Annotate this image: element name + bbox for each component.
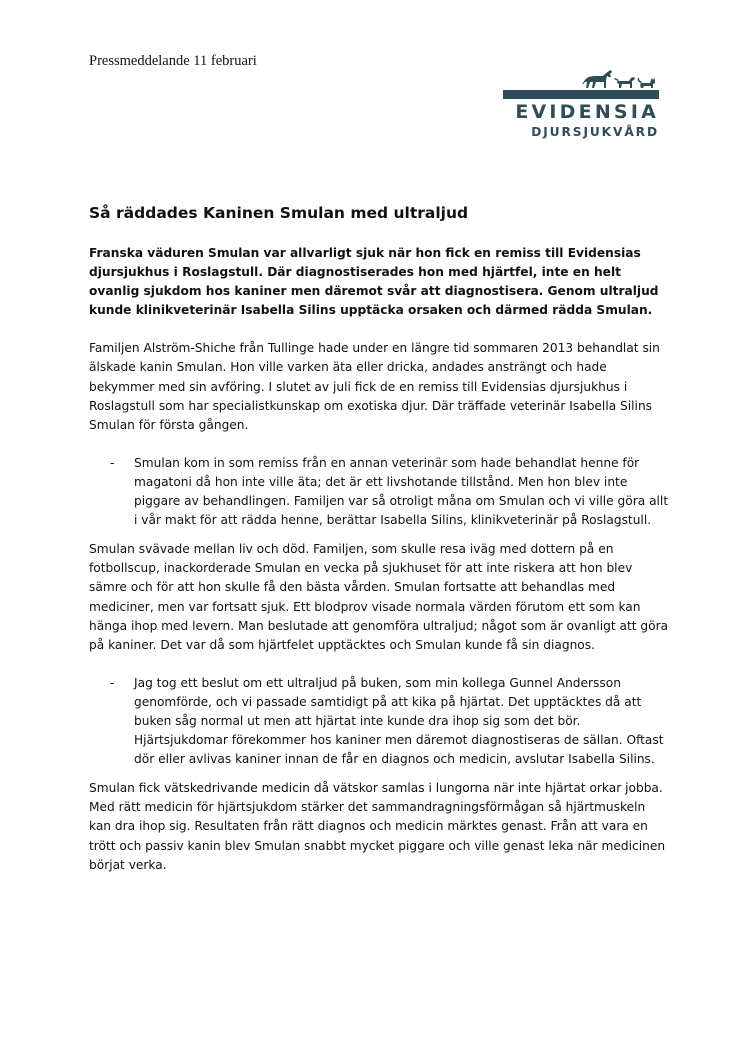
logo-brand-text: EVIDENSIA [515,101,659,123]
article-lead: Franska väduren Smulan var allvarligt sjuk när hon fick en remiss till Evidensias djursjukhus i Roslagstull. Där diagnostiserades hon med hjärtfel, inte en helt ovanlig sjukdom hos kaniner men däremot svår att diagnostisera. Genom ultraljud kunde klinikveterinär Isabella Silins upptäcka orsaken och därmed rädda Smulan. [89,246,659,318]
article-paragraph-1: Familjen Alström-Shiche från Tullinge hade under en längre tid sommaren 2013 behandlat sin älskade kanin Smulan. Hon ville varken äta eller dricka, andades ansträngt och hade bekymmer med sin avföring. I slutet av juli fick de en remiss till Evidensias djursjukhus i Roslagstull som har specialistkunskap om exotiska djur. Där träffade veterinär Isabella Silins Smulan för första gången. [89,341,660,432]
article-paragraph-3: Smulan fick vätskedrivande medicin då vätskor samlas i lungorna när inte hjärtat orkar jobba. Med rätt medicin för hjärtsjukdom stärker det sammandragningsförmågan så hjärtmuskeln kan dra ihop sig. Resultaten från rätt diagnos och medicin märktes genast. Från att vara en trött och passiv kanin blev Smulan snabbt mycket piggare och ville genast leka när medicinen börjat verka. [89,781,666,872]
article-title: Så räddades Kaninen Smulan med ultraljud [89,204,469,222]
quote-2-text: Jag tog ett beslut om ett ultraljud på buken, som min kollega Gunnel Andersson genomförde, och vi passade samtidigt på att kika på hjärtat. Det upptäcktes då att buken såg normal ut men att hjärtat inte kunde dra ihop sig som det bör. Hjärtsjukdomar förekommer hos kaniner men däremot diagnostiseras de sällan. Oftast dör eller avlivas kaniner innan de får en diagnos och medicin, avslutar Isabella Silins. [134,675,664,767]
article-paragraph-2: Smulan svävade mellan liv och död. Familjen, som skulle resa iväg med dottern på en fotbollscup, inackorderade Smulan en vecka på sjukhuset för att inte riskera att hon blev sämre och för att hon skulle få den bästa vården. Smulan fortsatte att behandlas med mediciner, men var fortsatt sjuk. Ett blodprov visade normala värden förutom ett som kan hänga ihop med levern. Man beslutade att genomföra ultraljud; något som är ovanligt att göra på kaniner. Det var då som hjärtfelet upptäcktes och Smulan kunde få sin diagnos. [89,542,669,652]
press-release-date: Pressmeddelande 11 februari [89,53,257,69]
logo-subtitle-text: DJURSJUKVÅRD [531,125,659,139]
evidensia-logo [503,68,659,146]
animals-silhouette-icon [581,68,659,92]
logo-bar [503,90,659,99]
article [89,203,669,894]
article-quote-1 [89,454,669,530]
quote-dash: - [110,675,115,690]
article-quote-2 [89,674,669,769]
quote-1-text: Smulan kom in som remiss från en annan veterinär som hade behandlat henne för magatoni då hon inte ville äta; det är ett livshotande tillstånd. Men hon blev inte piggare av behandlingen. Familjen var så otroligt måna om Smulan och vi ville göra allt i vår makt för att rädda henne, berättar Isabella Silins, klinikveterinär på Roslagstull. [134,455,669,528]
quote-dash: - [110,455,115,470]
